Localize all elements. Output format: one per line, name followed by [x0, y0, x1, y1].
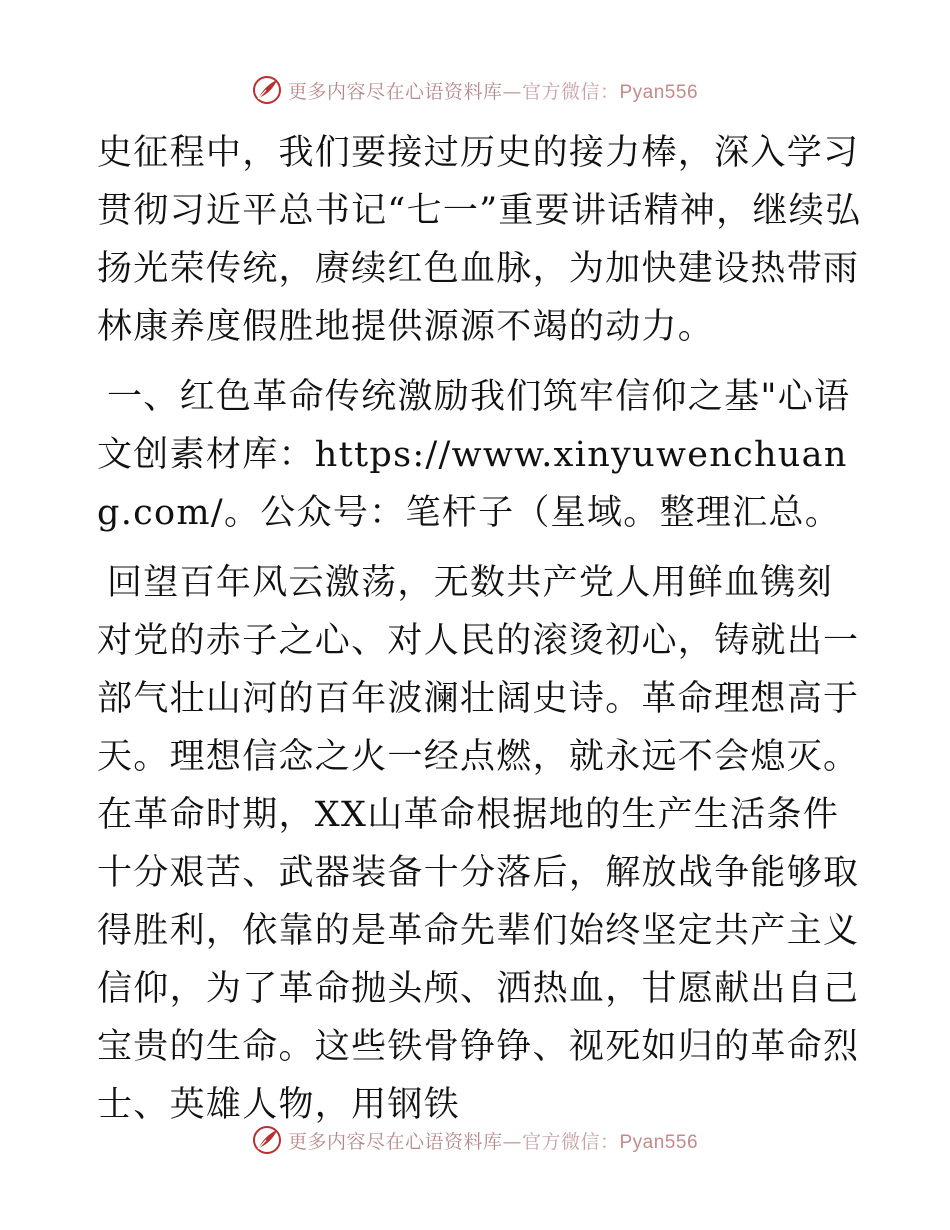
header-watermark — [0, 70, 950, 110]
watermark-brand: 更多内容尽在心语资料库 — [287, 1130, 503, 1153]
watermark-separator: —官方微信： — [502, 1130, 620, 1153]
quill-logo-icon — [252, 1125, 282, 1155]
document-body — [97, 124, 867, 1134]
quill-logo-icon — [252, 75, 282, 105]
watermark-wechat-id: Pyan556 — [619, 1131, 699, 1153]
paragraph-1: 史征程中，我们要接过历史的接力棒，深入学习贯彻习近平总书记“七一”重要讲话精神，继续弘扬光荣传统，赓续红色血脉，为加快建设热带雨林康养度假胜地提供源源不竭的动力。 — [97, 133, 862, 347]
watermark-text — [288, 1127, 698, 1154]
watermark-wechat-id: Pyan556 — [619, 81, 699, 103]
footer-watermark — [0, 1120, 950, 1160]
paragraph-2-section-heading: 一、红色革命传统激励我们筑牢信仰之基"心语文创素材库：https://www.xinyuwenchuang.com/。公众号：笔杆子（星域。整理汇总。 — [97, 377, 851, 533]
paragraph-3: 回望百年风云激荡，无数共产党人用鲜血镌刻对党的赤子之心、对人民的滚烫初心，铸就出一部气壮山河的百年波澜壮阔史诗。革命理想高于天。理想信念之火一经点燃，就永远不会熄灭。在革命时期，XX山革命根据地的生产生活条件十分艰苦、武器装备十分落后，解放战争能够取得胜利，依靠的是革命先辈们始终坚定共产主义信仰，为了革命抛头颅、洒热血，甘愿献出自己宝贵的生命。这些铁骨铮铮、视死如归的革命烈士、英雄人物，用钢铁 — [97, 563, 860, 1125]
watermark-text — [288, 77, 698, 104]
watermark-brand: 更多内容尽在心语资料库 — [287, 80, 503, 103]
watermark-separator: —官方微信： — [502, 80, 620, 103]
